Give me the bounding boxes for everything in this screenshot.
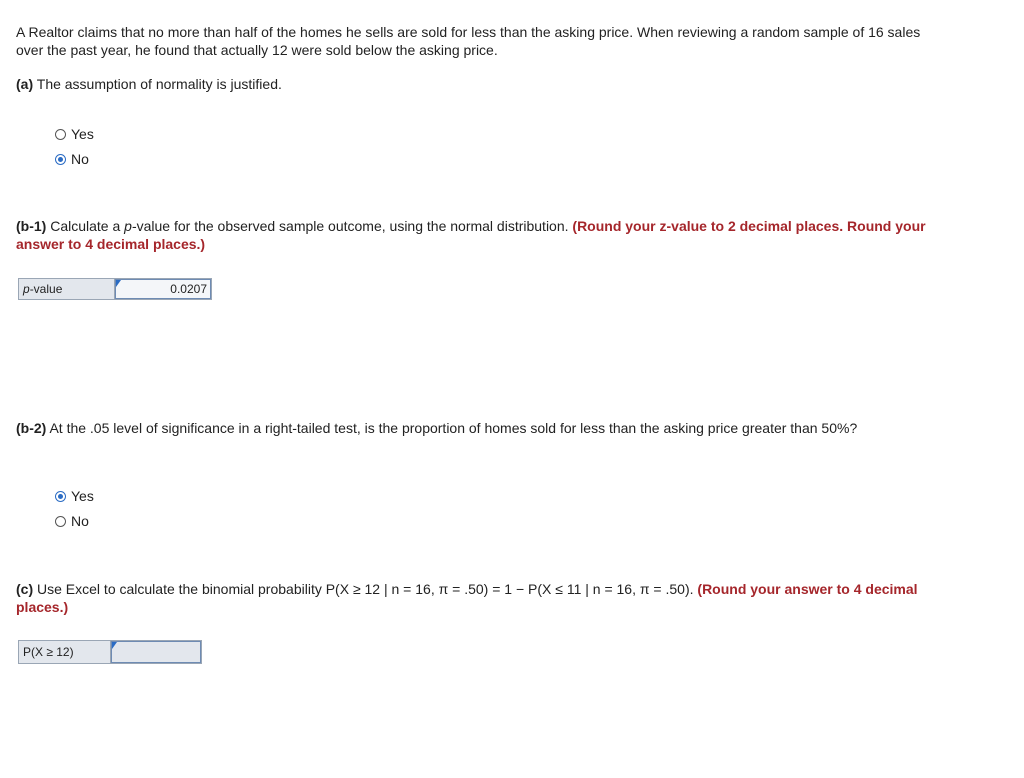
part-b2-option-no[interactable] <box>55 512 89 530</box>
part-b1-answer-table <box>18 278 212 300</box>
part-a-no-label: No <box>71 151 89 167</box>
part-b2-prompt <box>16 420 926 438</box>
part-b2-text: At the .05 level of significance in a right-tailed test, is the proportion of homes sold for less than the asking price greater than 50%? <box>46 420 858 436</box>
part-c-prompt <box>16 581 926 616</box>
part-b2-yes-label: Yes <box>71 488 94 504</box>
part-a-yes-label: Yes <box>71 126 94 142</box>
part-c-label: (c) <box>16 581 34 597</box>
part-b1-text-before: Calculate a <box>46 218 125 234</box>
part-a-label: (a) <box>16 76 34 92</box>
pvalue-value: 0.0207 <box>170 282 207 296</box>
answer-flag-icon <box>112 642 117 649</box>
binomial-prob-input[interactable] <box>111 641 201 663</box>
part-a-yes-radio[interactable] <box>55 129 66 140</box>
part-a-prompt <box>16 76 926 94</box>
binomial-prob-label: P(X ≥ 12) <box>19 641 111 663</box>
part-c-text: Use Excel to calculate the binomial probability P(X ≥ 12 | n = 16, π = .50) = 1 − P(X ≤ 11 | n = 16, π = .50). <box>33 581 698 597</box>
part-a-option-no[interactable] <box>55 150 89 168</box>
part-c-answer-table <box>18 640 202 664</box>
answer-flag-icon <box>116 280 121 287</box>
part-c-instruction: (Round your answer to 4 decimal places.) <box>16 581 918 615</box>
part-b2-option-yes[interactable] <box>55 487 94 505</box>
pvalue-label-rest: -value <box>29 282 63 296</box>
part-b2-no-radio[interactable] <box>55 516 66 527</box>
part-b1-instruction: (Round your z-value to 2 decimal places. Round your answer to 4 decimal places.) <box>16 218 926 252</box>
part-b1-prompt <box>16 218 926 253</box>
part-a-no-radio[interactable] <box>55 154 66 165</box>
part-b1-text-after: -value for the observed sample outcome, using the normal distribution. <box>131 218 573 234</box>
part-b1-italic-term: p <box>124 218 132 234</box>
part-a-text: The assumption of normality is justified. <box>33 76 282 92</box>
part-a-option-yes[interactable] <box>55 125 94 143</box>
pvalue-input[interactable] <box>115 279 211 299</box>
pvalue-label <box>19 279 115 299</box>
part-b2-label: (b-2) <box>16 420 47 436</box>
question-intro: A Realtor claims that no more than half of the homes he sells are sold for less than the asking price. When reviewing a random sample of 16 sales over the past year, he found that actually 12 were sold below the asking price. <box>16 24 921 58</box>
part-b2-no-label: No <box>71 513 89 529</box>
part-b1-label: (b-1) <box>16 218 47 234</box>
pvalue-label-italic: p <box>23 282 30 296</box>
part-b2-yes-radio[interactable] <box>55 491 66 502</box>
